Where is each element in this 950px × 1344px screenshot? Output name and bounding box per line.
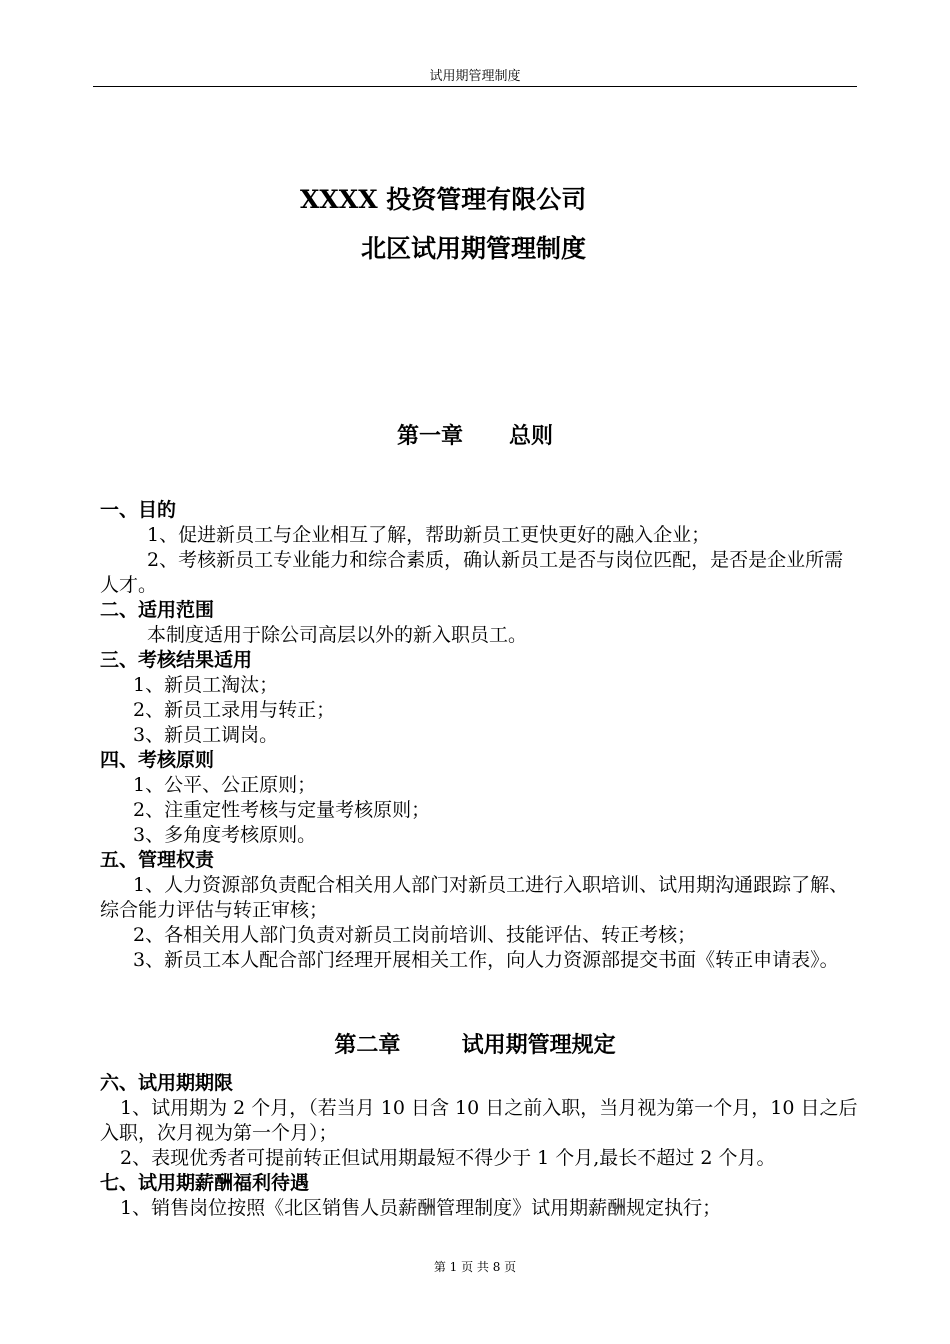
chapter-2-body (100, 1071, 860, 1221)
document-title: 北区试用期管理制度 (361, 234, 587, 263)
page-footer: 第 1 页 共 8 页 (433, 1260, 517, 1274)
header-rule (93, 86, 857, 87)
section-item: 2、注重定性考核与定量考核原则； (133, 799, 431, 821)
section-item: 1、人力资源部负责配合相关用人部门对新员工进行入职培训、试用期沟通跟踪了解、综合能力评估与转正审核； (100, 874, 849, 921)
section-item: 3、新员工调岗。 (133, 724, 279, 746)
section-heading: 六、试用期期限 (100, 1072, 234, 1094)
section-item: 3、新员工本人配合部门经理开展相关工作，向人力资源部提交书面《转正申请表》。 (133, 949, 839, 971)
section-heading: 三、考核结果适用 (100, 649, 253, 671)
section-item: 2、考核新员工专业能力和综合素质，确认新员工是否与岗位匹配，是否是企业所需人才。 (100, 549, 844, 596)
section-item: 本制度适用于除公司高层以外的新入职员工。 (147, 624, 528, 646)
section-heading: 五、管理权责 (100, 849, 215, 871)
section-item: 1、试用期为 2 个月，（若当月 10 日含 10 日之前入职，当月视为第一个月，10 日之后入职，次月视为第一个月）； (100, 1097, 858, 1144)
section-item: 1、新员工淘汰； (133, 674, 279, 696)
section-item: 3、多角度考核原则。 (133, 824, 317, 846)
section-item: 2、表现优秀者可提前转正但试用期最短不得少于 1 个月,最长不超过 2 个月。 (120, 1147, 776, 1169)
section-item: 2、新员工录用与转正； (133, 699, 336, 721)
section-item: 2、各相关用人部门负责对新员工岗前培训、技能评估、转正考核； (133, 924, 697, 946)
section-item: 1、公平、公正原则； (133, 774, 317, 796)
page-header: 试用期管理制度 (429, 69, 521, 84)
section-item: 1、促进新员工与企业相互了解，帮助新员工更快更好的融入企业； (147, 524, 711, 546)
company-title: XXXX 投资管理有限公司 (300, 185, 587, 214)
section-item: 1、销售岗位按照《北区销售人员薪酬管理制度》试用期薪酬规定执行； (120, 1197, 722, 1219)
section-heading: 四、考核原则 (100, 749, 215, 771)
section-heading: 七、试用期薪酬福利待遇 (100, 1172, 310, 1194)
chapter-1-heading: 第一章 总则 (397, 423, 553, 449)
chapter-2-heading: 第二章 试用期管理规定 (334, 1032, 616, 1058)
section-heading: 一、目的 (100, 499, 177, 521)
chapter-1-body (100, 498, 860, 973)
section-heading: 二、适用范围 (100, 599, 215, 621)
